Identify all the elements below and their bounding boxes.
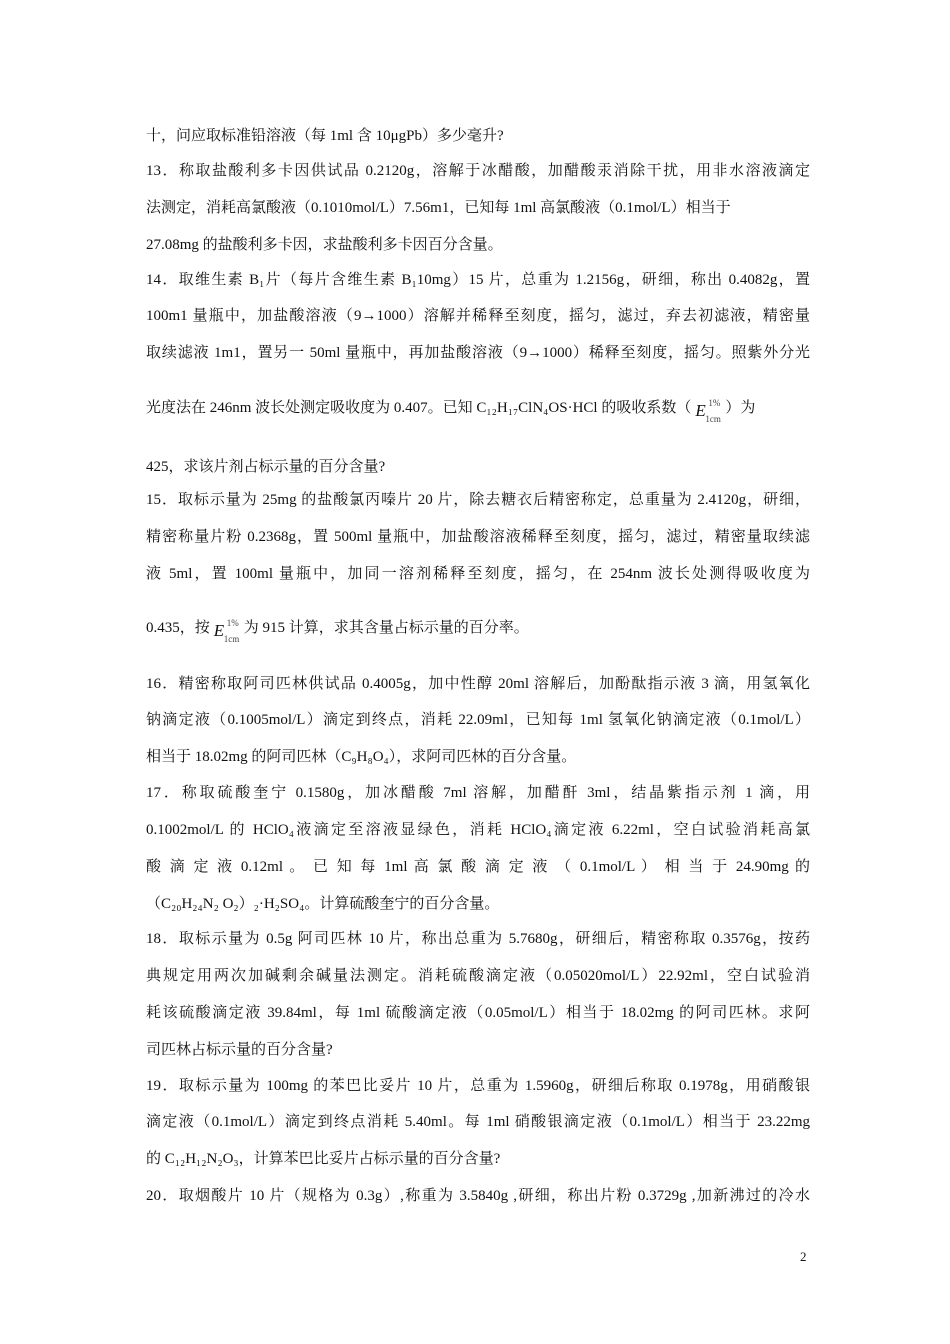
- text-line: 13．称取盐酸利多卡因供试品 0.2120g，溶解于冰醋酸，加醋酸汞消除干扰，用非水溶液滴定: [146, 163, 810, 179]
- text-line-with-symbol: [146, 397, 810, 424]
- text-line: 法测定，消耗高氯酸液（0.1010mol/L）7.56m1，已知每 1ml 高氯酸液（0.1mol/L）相当于: [146, 200, 731, 216]
- line-text: ）为: [725, 400, 756, 416]
- text-line: 耗该硫酸滴定液 39.84ml，每 1ml 硫酸滴定液（0.05mol/L）相当于 18.02mg 的阿司匹林。求阿: [146, 1005, 810, 1021]
- text-line: 14．取维生素 B₁片（每片含维生素 B₁10mg）15 片，总重为 1.2156g，研细，称出 0.4082g，置: [146, 272, 810, 288]
- line-text: 为 915 计算，求其含量占标示量的百分率。: [243, 620, 529, 636]
- text-line: 司匹林占标示量的百分含量?: [146, 1042, 333, 1058]
- text-line: 17．称取硫酸奎宁 0.1580g，加冰醋酸 7ml 溶解，加醋酐 3ml，结晶紫指示剂 1 滴，用: [146, 785, 810, 801]
- text-line: 15．取标示量为 25mg 的盐酸氯丙嗪片 20 片，除去糖衣后精密称定，总重量为 2.4120g，研细，: [146, 492, 810, 508]
- text-line: 取续滤液 1m1，置另一 50ml 量瓶中，再加盐酸溶液（9→1000）稀释至刻度，摇匀。照紫外分光: [146, 345, 810, 361]
- text-line: 16．精密称取阿司匹林供试品 0.4005g，加中性醇 20ml 溶解后，加酚酞指示液 3 滴，用氢氧化: [146, 676, 810, 692]
- text-line: 典规定用两次加碱剩余碱量法测定。消耗硫酸滴定液（0.05020mol/L）22.92ml，空白试验消: [146, 968, 810, 984]
- text-line: 20．取烟酸片 10 片（规格为 0.3g）,称重为 3.5840g ,研细，称出片粉 0.3729g ,加新沸过的冷水: [146, 1188, 810, 1204]
- text-line: 27.08mg 的盐酸利多卡因，求盐酸利多卡因百分含量。: [146, 237, 503, 253]
- page-number: 2: [800, 1249, 807, 1264]
- text-line: （C₂₀H₂₄N₂ O₂）₂·H₂SO₄。计算硫酸奎宁的百分含量。: [146, 896, 500, 912]
- text-line: 酸 滴 定 液 0.12ml 。 已 知 每 1ml 高 氯 酸 滴 定 液 （ 0.1mol/L ） 相 当 于 24.90mg 的: [146, 859, 810, 875]
- text-line: 0.1002mol/L 的 HClO₄液滴定至溶液显绿色，消耗 HClO₄滴定液 6.22ml，空白试验消耗高氯: [146, 822, 810, 838]
- line-text: 光度法在 246nm 波长处测定吸收度为 0.407。已知 C₁₂H₁₇ClN₄OS·HCl 的吸收系数（: [146, 400, 692, 416]
- text-line: 相当于 18.02mg 的阿司匹林（C₉H₈O₄），求阿司匹林的百分含量。: [146, 749, 577, 765]
- absorption-coefficient-symbol: E 1% 1cm: [213, 617, 240, 644]
- text-line: 100m1 量瓶中，加盐酸溶液（9→1000）溶解并稀释至刻度，摇匀，滤过，弃去初滤液，精密量: [146, 308, 810, 324]
- text-line: 的 C₁₂H₁₂N₂O₃，计算苯巴比妥片占标示量的百分含量?: [146, 1151, 501, 1167]
- text-line: 18．取标示量为 0.5g 阿司匹林 10 片，称出总重为 5.7680g，研细后，精密称取 0.3576g，按药: [146, 931, 810, 947]
- text-line: 十，问应取标准铅溶液（每 1ml 含 10μgPb）多少毫升?: [146, 128, 504, 144]
- absorption-coefficient-symbol: E 1% 1cm: [695, 397, 721, 424]
- line-text: 0.435，按: [146, 620, 210, 636]
- text-line: 滴定液（0.1mol/L）滴定到终点消耗 5.40ml。每 1ml 硝酸银滴定液（0.1mol/L）相当于 23.22mg: [146, 1114, 810, 1130]
- text-line: 19．取标示量为 100mg 的苯巴比妥片 10 片，总重为 1.5960g，研细后称取 0.1978g，用硝酸银: [146, 1078, 810, 1094]
- text-line: 精密称量片粉 0.2368g，置 500ml 量瓶中，加盐酸溶液稀释至刻度，摇匀，滤过，精密量取续滤: [146, 529, 810, 545]
- text-line-with-symbol: [146, 617, 810, 644]
- text-line: 425，求该片剂占标示量的百分含量?: [146, 459, 386, 475]
- text-line: 液 5ml，置 100ml 量瓶中，加同一溶剂稀释至刻度，摇匀，在 254nm 波长处测得吸收度为: [146, 566, 810, 582]
- text-line: 钠滴定液（0.1005mol/L）滴定到终点，消耗 22.09ml，已知每 1ml 氢氧化钠滴定液（0.1mol/L）: [146, 712, 810, 728]
